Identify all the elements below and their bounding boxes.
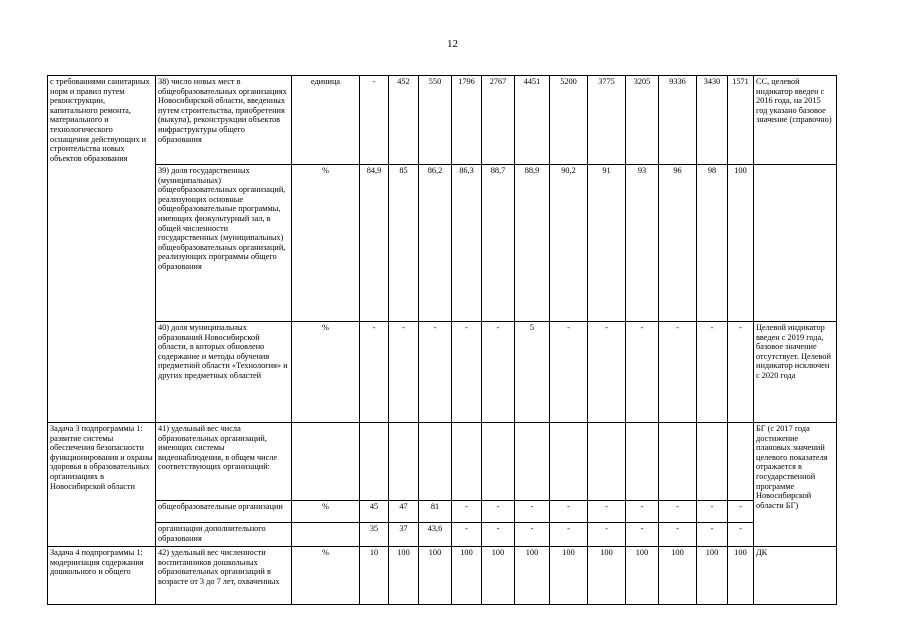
indicator-cell: 38) число новых мест в общеобразовательных организациях Новосибирской области, введенных путем строительства, приобретения (выкупа), реконструкции объектов инфраструктуры общего образования — [156, 76, 292, 165]
value-cell: - — [550, 501, 588, 523]
value-cell: 100 — [659, 547, 697, 605]
unit-cell: % — [292, 501, 360, 523]
table-row — [48, 322, 837, 423]
value-cell: 550 — [419, 76, 452, 165]
value-cell: 100 — [697, 547, 728, 605]
value-cell: 100 — [452, 547, 482, 605]
task-cell: с требованиями санитарных норм и правил путем реконструкции, капитального ремонта, материального и технологического оснащения действующих и строительства новых объектов образования — [48, 76, 156, 423]
value-cell — [626, 423, 659, 501]
value-cell: 5200 — [550, 76, 588, 165]
indicator-cell: организации дополнительного образования — [156, 523, 292, 547]
value-cell: 47 — [389, 501, 419, 523]
value-cell: 10 — [360, 547, 389, 605]
value-cell: - — [360, 76, 389, 165]
value-cell: 100 — [419, 547, 452, 605]
indicator-cell: 39) доля государственных (муниципальных) общеобразовательных организаций, реализующих основные общеобразовательные программы, имеющих физкультурный зал, в общей численности государственных (муниципальных) общеобразовательных организаций, реализующих программы общего образования — [156, 165, 292, 322]
note-cell — [754, 165, 837, 322]
value-cell: - — [515, 523, 550, 547]
value-cell: - — [389, 322, 419, 423]
unit-cell: единица — [292, 76, 360, 165]
value-cell — [550, 423, 588, 501]
value-cell: - — [728, 523, 754, 547]
note-cell: СС, целевой индикатор введен с 2016 года, на 2015 год указано базовое значение (справочно) — [754, 76, 837, 165]
value-cell: - — [626, 523, 659, 547]
note-cell: ДК — [754, 547, 837, 605]
table-row — [48, 501, 837, 523]
unit-cell — [292, 523, 360, 547]
value-cell: - — [588, 501, 626, 523]
value-cell: - — [452, 523, 482, 547]
value-cell: 98 — [697, 165, 728, 322]
value-cell: - — [452, 322, 482, 423]
value-cell: 45 — [360, 501, 389, 523]
value-cell — [515, 423, 550, 501]
value-cell: 452 — [389, 76, 419, 165]
value-cell: 9336 — [659, 76, 697, 165]
value-cell: 81 — [419, 501, 452, 523]
value-cell: 100 — [728, 547, 754, 605]
value-cell: 100 — [588, 547, 626, 605]
value-cell: 35 — [360, 523, 389, 547]
value-cell: 84,9 — [360, 165, 389, 322]
note-cell: Целевой индикатор введен с 2019 года, базовое значение отсутствует. Целевой индикатор исключен с 2020 года — [754, 322, 837, 423]
value-cell: 88,9 — [515, 165, 550, 322]
value-cell: - — [588, 322, 626, 423]
value-cell: - — [482, 523, 515, 547]
value-cell — [389, 423, 419, 501]
value-cell: 85 — [389, 165, 419, 322]
indicator-table — [47, 75, 837, 605]
value-cell: 86,3 — [452, 165, 482, 322]
value-cell — [452, 423, 482, 501]
value-cell: - — [482, 322, 515, 423]
page-number: 12 — [447, 38, 458, 50]
value-cell: - — [659, 523, 697, 547]
value-cell: 100 — [515, 547, 550, 605]
value-cell: - — [588, 523, 626, 547]
value-cell: 1571 — [728, 76, 754, 165]
value-cell: - — [659, 322, 697, 423]
value-cell: - — [659, 501, 697, 523]
note-cell: БГ (с 2017 года достижение плановых значений целевого показателя отражается в государственной программе Новосибирской области БГ) — [754, 423, 837, 547]
value-cell: - — [697, 322, 728, 423]
value-cell: 43,6 — [419, 523, 452, 547]
value-cell — [360, 423, 389, 501]
table-row — [48, 423, 837, 501]
value-cell: - — [550, 322, 588, 423]
value-cell: - — [626, 501, 659, 523]
indicator-table-wrapper — [47, 75, 837, 605]
value-cell: - — [452, 501, 482, 523]
unit-cell — [292, 423, 360, 501]
value-cell — [482, 423, 515, 501]
value-cell: - — [697, 501, 728, 523]
value-cell: - — [360, 322, 389, 423]
value-cell — [588, 423, 626, 501]
value-cell: 100 — [626, 547, 659, 605]
value-cell: 5 — [515, 322, 550, 423]
value-cell: - — [728, 501, 754, 523]
indicator-cell: общеобразовательные организации — [156, 501, 292, 523]
value-cell: - — [515, 501, 550, 523]
task-cell: Задача 3 подпрограммы 1: развитие системы обеспечения безопасности функционирования и охраны здоровья в образовательных организациях в Новосибирской области — [48, 423, 156, 547]
unit-cell: % — [292, 322, 360, 423]
value-cell: - — [626, 322, 659, 423]
value-cell: 100 — [389, 547, 419, 605]
unit-cell: % — [292, 547, 360, 605]
value-cell: 91 — [588, 165, 626, 322]
value-cell: 88,7 — [482, 165, 515, 322]
table-row — [48, 547, 837, 605]
value-cell: 4451 — [515, 76, 550, 165]
value-cell: 100 — [550, 547, 588, 605]
value-cell: 1796 — [452, 76, 482, 165]
value-cell — [419, 423, 452, 501]
value-cell: 3775 — [588, 76, 626, 165]
value-cell: - — [550, 523, 588, 547]
value-cell: 100 — [728, 165, 754, 322]
value-cell: - — [482, 501, 515, 523]
value-cell: 3430 — [697, 76, 728, 165]
value-cell: - — [419, 322, 452, 423]
table-row — [48, 523, 837, 547]
value-cell: 90,2 — [550, 165, 588, 322]
value-cell: - — [697, 523, 728, 547]
indicator-cell: 40) доля муниципальных образований Новосибирской области, в которых обновлено содержание и методы обучения предметной области «Технология» и других предметных областей — [156, 322, 292, 423]
unit-cell: % — [292, 165, 360, 322]
task-cell: Задача 4 подпрограммы 1: модернизация содержания дошкольного и общего — [48, 547, 156, 605]
value-cell: - — [728, 322, 754, 423]
value-cell: 2767 — [482, 76, 515, 165]
indicator-cell: 41) удельный вес числа образовательных организаций, имеющих системы видеонаблюдения, в общем числе соответствующих организаций: — [156, 423, 292, 501]
indicator-cell: 42) удельный вес численности воспитанников дошкольных образовательных организаций в возрасте от 3 до 7 лет, охваченных — [156, 547, 292, 605]
value-cell: 93 — [626, 165, 659, 322]
table-row — [48, 165, 837, 322]
value-cell: 37 — [389, 523, 419, 547]
value-cell: 96 — [659, 165, 697, 322]
value-cell: 3205 — [626, 76, 659, 165]
value-cell: 86,2 — [419, 165, 452, 322]
table-row — [48, 76, 837, 165]
value-cell — [697, 423, 728, 501]
value-cell — [659, 423, 697, 501]
value-cell: 100 — [482, 547, 515, 605]
value-cell — [728, 423, 754, 501]
